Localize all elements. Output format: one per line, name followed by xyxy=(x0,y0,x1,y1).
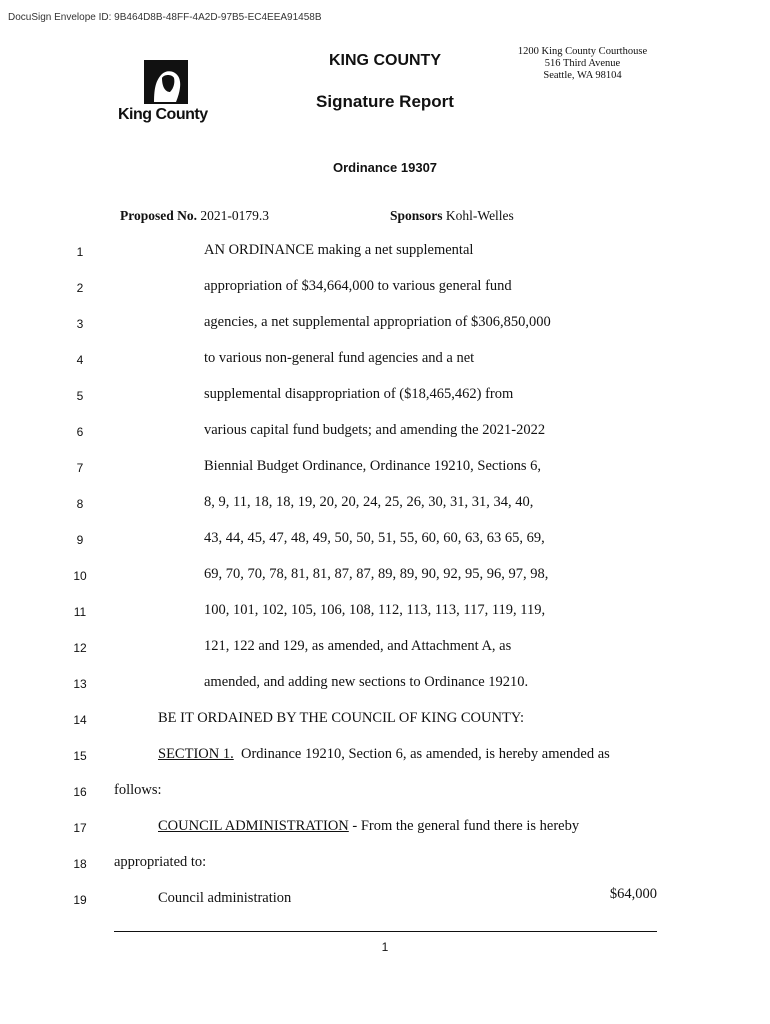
appropriation-amount: $64,000 xyxy=(609,886,657,902)
line-number: 4 xyxy=(76,353,84,367)
section-text: Ordinance 19210, Section 6, as amended, is hereby amended as xyxy=(233,746,610,762)
line-number: 19 xyxy=(73,893,87,907)
line-number: 7 xyxy=(76,461,84,475)
ordinance-line: 100, 101, 102, 105, 106, 108, 112, 113, 113, 117, 119, 119, xyxy=(204,602,546,618)
ordinance-line: 8, 9, 11, 18, 18, 19, 20, 20, 24, 25, 26, 30, 31, 31, 34, 40, xyxy=(204,494,534,510)
ordinance-line: appropriated to: xyxy=(114,854,207,870)
ordinance-line: appropriation of $34,664,000 to various general fund xyxy=(204,278,512,294)
ordinance-line: Biennial Budget Ordinance, Ordinance 19210, Sections 6, xyxy=(204,458,542,474)
line-number: 2 xyxy=(76,281,84,295)
mlk-portrait-icon xyxy=(140,58,192,104)
appropriation-item: Council administration xyxy=(158,890,292,906)
line-number: 8 xyxy=(76,497,84,511)
address-line: 516 Third Avenue xyxy=(544,58,621,69)
proposed-value: 2021-0179.3 xyxy=(200,208,270,223)
sponsors-label: Sponsors xyxy=(390,208,443,223)
enacting-clause: BE IT ORDAINED BY THE COUNCIL OF KING COUNTY: xyxy=(158,710,524,726)
ordinance-line: agencies, a net supplemental appropriation of $306,850,000 xyxy=(204,314,551,330)
footer-rule xyxy=(114,931,657,932)
ordinance-line: 43, 44, 45, 47, 48, 49, 50, 50, 51, 55, 60, 60, 63, 63 65, 69, xyxy=(204,530,545,546)
address-line: Seattle, WA 98104 xyxy=(543,70,622,81)
logo-wordmark: King County xyxy=(118,106,208,123)
line-number: 12 xyxy=(73,641,87,655)
ordinance-line: various capital fund budgets; and amending the 2021-2022 xyxy=(204,422,546,438)
line-number: 14 xyxy=(73,713,87,727)
line-number: 16 xyxy=(73,785,87,799)
line-number: 17 xyxy=(73,821,87,835)
line-number: 6 xyxy=(76,425,84,439)
ordinance-line: follows: xyxy=(114,782,162,798)
ordinance-line: amended, and adding new sections to Ordinance 19210. xyxy=(204,674,529,690)
section-heading: SECTION 1. xyxy=(158,746,234,762)
ordinance-line: to various non-general fund agencies and a net xyxy=(204,350,475,366)
ordinance-line: supplemental disappropriation of ($18,465,462) from xyxy=(204,386,514,402)
appropriation-line xyxy=(158,818,579,835)
proposed-label: Proposed No. xyxy=(120,208,198,223)
line-number: 1 xyxy=(76,245,84,259)
proposed-number xyxy=(120,208,269,224)
line-number: 11 xyxy=(73,605,87,619)
appropriation-text: - From the general fund there is hereby xyxy=(348,818,580,834)
county-heading: KING COUNTY xyxy=(329,52,441,69)
line-number: 15 xyxy=(73,749,87,763)
line-number: 10 xyxy=(73,569,87,583)
appropriation-heading: COUNCIL ADMINISTRATION xyxy=(158,818,349,834)
sponsors xyxy=(390,208,514,224)
sponsors-value: Kohl-Welles xyxy=(445,208,514,223)
line-number: 13 xyxy=(73,677,87,691)
ordinance-line: AN ORDINANCE making a net supplemental xyxy=(204,242,474,258)
section-line xyxy=(158,746,610,763)
line-number: 18 xyxy=(73,857,87,871)
ordinance-line: 121, 122 and 129, as amended, and Attachment A, as xyxy=(204,638,512,654)
line-number: 9 xyxy=(76,533,84,547)
docusign-envelope-id: DocuSign Envelope ID: 9B464D8B-48FF-4A2D-97B5-EC4EEA91458B xyxy=(8,12,322,23)
king-county-logo xyxy=(118,58,214,128)
address-line: 1200 King County Courthouse xyxy=(517,46,648,57)
page-number: 1 xyxy=(381,940,389,954)
ordinance-title: Ordinance 19307 xyxy=(332,160,438,175)
line-number: 5 xyxy=(76,389,84,403)
ordinance-line: 69, 70, 70, 78, 81, 81, 87, 87, 89, 89, 90, 92, 95, 96, 97, 98, xyxy=(204,566,549,582)
report-title: Signature Report xyxy=(316,92,454,111)
courthouse-address xyxy=(500,46,665,82)
line-number: 3 xyxy=(76,317,84,331)
